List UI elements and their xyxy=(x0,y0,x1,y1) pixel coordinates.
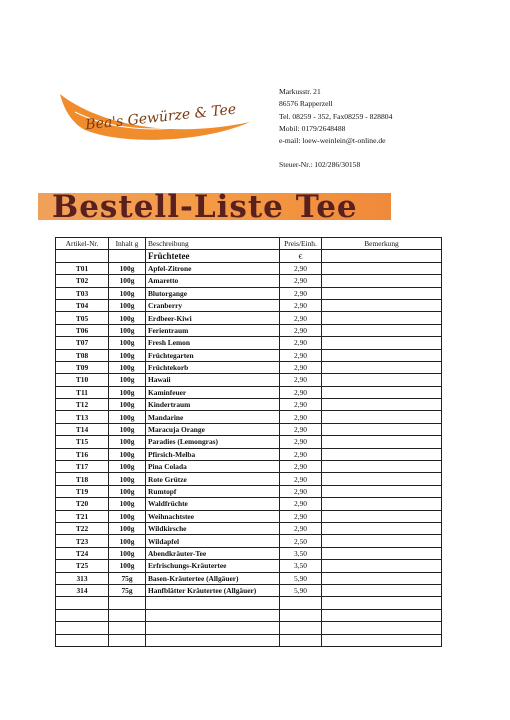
cell-artikel-nr: T25 xyxy=(56,560,109,572)
table-row xyxy=(56,337,442,349)
cell-inhalt: 100g xyxy=(109,473,146,485)
cell-beschreibung: Kaminfeuer xyxy=(146,386,280,398)
category-row xyxy=(56,250,442,262)
cell-preis: 2,90 xyxy=(280,361,322,373)
cell-artikel-nr: T23 xyxy=(56,535,109,547)
cell-preis: 2,90 xyxy=(280,275,322,287)
cell-beschreibung: Paradies (Lemongras) xyxy=(146,436,280,448)
header-beschreibung: Beschreibung xyxy=(146,238,280,250)
cell-preis: 3,50 xyxy=(280,547,322,559)
cell-bemerkung xyxy=(322,361,442,373)
address-block xyxy=(279,86,392,172)
cell-bemerkung xyxy=(322,448,442,460)
cell-artikel-nr: T24 xyxy=(56,547,109,559)
cell-bemerkung xyxy=(322,299,442,311)
cell-preis: 3,50 xyxy=(280,560,322,572)
cell-beschreibung: Erdbeer-Kiwi xyxy=(146,312,280,324)
table-row xyxy=(56,510,442,522)
cell-inhalt: 100g xyxy=(109,510,146,522)
empty-cell xyxy=(146,622,280,634)
empty-cell xyxy=(56,597,109,609)
cell-bemerkung xyxy=(322,312,442,324)
category-label: Früchtetee xyxy=(146,250,280,262)
cell-bemerkung xyxy=(322,535,442,547)
cell-inhalt: 100g xyxy=(109,547,146,559)
logo-text: Bea's Gewürze & Tee xyxy=(84,101,237,134)
address-tax: Steuer-Nr.: 102/286/30158 xyxy=(279,160,361,170)
table-row xyxy=(56,287,442,299)
cell-inhalt: 100g xyxy=(109,275,146,287)
cell-inhalt: 100g xyxy=(109,498,146,510)
cell-inhalt: 100g xyxy=(109,485,146,497)
cell-bemerkung xyxy=(322,386,442,398)
cell-artikel-nr: T16 xyxy=(56,448,109,460)
table-row xyxy=(56,473,442,485)
cell-beschreibung: Amaretto xyxy=(146,275,280,287)
cell-beschreibung: Blutorgange xyxy=(146,287,280,299)
cell-beschreibung: Kindertraum xyxy=(146,399,280,411)
cell-inhalt: 100g xyxy=(109,522,146,534)
header-preis: Preis/Einh. xyxy=(280,238,322,250)
table-row xyxy=(56,461,442,473)
cell-artikel-nr: T12 xyxy=(56,399,109,411)
cell-preis: 2,90 xyxy=(280,411,322,423)
cell-artikel-nr: T17 xyxy=(56,461,109,473)
table-header-row xyxy=(56,238,442,250)
empty-cell xyxy=(280,622,322,634)
cell-artikel-nr: T01 xyxy=(56,262,109,274)
cell-beschreibung: Wildapfel xyxy=(146,535,280,547)
cell-bemerkung xyxy=(322,423,442,435)
table-row xyxy=(56,547,442,559)
cell-beschreibung: Fresh Lemon xyxy=(146,337,280,349)
table-row xyxy=(56,535,442,547)
cell-bemerkung xyxy=(322,510,442,522)
empty-cell xyxy=(146,609,280,621)
cell-bemerkung xyxy=(322,461,442,473)
cell-artikel-nr: T21 xyxy=(56,510,109,522)
empty-cell xyxy=(322,597,442,609)
cell-inhalt: 100g xyxy=(109,386,146,398)
cell-beschreibung: Erfrischungs-Kräutertee xyxy=(146,560,280,572)
cell-inhalt: 75g xyxy=(109,572,146,584)
cell-beschreibung: Rote Grütze xyxy=(146,473,280,485)
cell-artikel-nr: T20 xyxy=(56,498,109,510)
table-row xyxy=(56,299,442,311)
currency-label: € xyxy=(280,250,322,262)
table-row xyxy=(56,522,442,534)
cell-inhalt: 100g xyxy=(109,399,146,411)
cell-inhalt: 100g xyxy=(109,535,146,547)
empty-cell xyxy=(280,634,322,646)
cell-beschreibung: Maracuja Orange xyxy=(146,423,280,435)
cell-beschreibung: Ferientraum xyxy=(146,324,280,336)
cell-bemerkung xyxy=(322,547,442,559)
table-row xyxy=(56,423,442,435)
cell-preis: 2,90 xyxy=(280,262,322,274)
cell-bemerkung xyxy=(322,498,442,510)
cell-preis: 2,90 xyxy=(280,324,322,336)
cell-beschreibung: Rumtopf xyxy=(146,485,280,497)
table-row xyxy=(56,498,442,510)
empty-cell xyxy=(322,622,442,634)
table-row xyxy=(56,560,442,572)
cell-beschreibung: Abendkräuter-Tee xyxy=(146,547,280,559)
cell-artikel-nr: T06 xyxy=(56,324,109,336)
cell-preis: 2,90 xyxy=(280,448,322,460)
empty-cell xyxy=(280,597,322,609)
cell-beschreibung: Weihnachtstee xyxy=(146,510,280,522)
table-row xyxy=(56,399,442,411)
cell-beschreibung: Pfirsich-Melba xyxy=(146,448,280,460)
cell-preis: 2,90 xyxy=(280,436,322,448)
cell-bemerkung xyxy=(322,349,442,361)
cell-preis: 2,90 xyxy=(280,473,322,485)
cell-inhalt: 100g xyxy=(109,436,146,448)
cell-bemerkung xyxy=(322,337,442,349)
cell-artikel-nr: T18 xyxy=(56,473,109,485)
cell-artikel-nr: T04 xyxy=(56,299,109,311)
cell-preis: 5,90 xyxy=(280,584,322,596)
cell-preis: 2,90 xyxy=(280,485,322,497)
empty-cell xyxy=(109,622,146,634)
table-row xyxy=(56,584,442,596)
empty-cell xyxy=(322,609,442,621)
cell-bemerkung xyxy=(322,275,442,287)
cell-beschreibung: Apfel-Zitrone xyxy=(146,262,280,274)
cell-artikel-nr: T13 xyxy=(56,411,109,423)
empty-cell xyxy=(109,634,146,646)
address-email: e-mail: loew-weinlein@t-online.de xyxy=(279,136,386,146)
header-inhalt: Inhalt g xyxy=(109,238,146,250)
cell-inhalt: 100g xyxy=(109,411,146,423)
table-row xyxy=(56,361,442,373)
cell-preis: 2,90 xyxy=(280,374,322,386)
cell-bemerkung xyxy=(322,262,442,274)
cell-bemerkung xyxy=(322,411,442,423)
cell-artikel-nr: 313 xyxy=(56,572,109,584)
cell-beschreibung: Früchtekorb xyxy=(146,361,280,373)
cell-inhalt: 100g xyxy=(109,423,146,435)
cell-bemerkung xyxy=(322,584,442,596)
address-mobil: Mobil: 0179/2648488 xyxy=(279,123,346,133)
cell-beschreibung: Waldfrüchte xyxy=(146,498,280,510)
empty-row xyxy=(56,609,442,621)
cell-inhalt: 100g xyxy=(109,324,146,336)
cell-inhalt: 100g xyxy=(109,349,146,361)
table-row xyxy=(56,349,442,361)
empty-row xyxy=(56,634,442,646)
cell-preis: 2,90 xyxy=(280,510,322,522)
cell-artikel-nr: T19 xyxy=(56,485,109,497)
cell-preis: 2,90 xyxy=(280,386,322,398)
cell-preis: 2,90 xyxy=(280,299,322,311)
address-tel: Tel. 08259 - 352, Fax08259 - 828804 xyxy=(279,111,393,121)
cell-preis: 2,90 xyxy=(280,399,322,411)
cell-artikel-nr: T08 xyxy=(56,349,109,361)
cell-preis: 2,90 xyxy=(280,312,322,324)
cell-beschreibung: Pina Colada xyxy=(146,461,280,473)
cell-inhalt: 100g xyxy=(109,374,146,386)
cell-beschreibung: Cranberry xyxy=(146,299,280,311)
cell-bemerkung xyxy=(322,324,442,336)
company-logo xyxy=(55,82,255,152)
cell-inhalt: 100g xyxy=(109,262,146,274)
cell-bemerkung xyxy=(322,399,442,411)
cell-inhalt: 100g xyxy=(109,287,146,299)
empty-cell xyxy=(146,634,280,646)
cell-preis: 2,90 xyxy=(280,349,322,361)
empty-cell xyxy=(56,609,109,621)
empty-cell xyxy=(109,609,146,621)
cell-artikel-nr: T22 xyxy=(56,522,109,534)
order-table xyxy=(55,237,442,647)
cell-artikel-nr: T14 xyxy=(56,423,109,435)
cell-beschreibung: Früchtegarten xyxy=(146,349,280,361)
table-row xyxy=(56,275,442,287)
cell-inhalt: 75g xyxy=(109,584,146,596)
cell-artikel-nr: T03 xyxy=(56,287,109,299)
cell-preis: 2,50 xyxy=(280,535,322,547)
cell-beschreibung: Basen-Kräutertee (Allgäuer) xyxy=(146,572,280,584)
empty-cell xyxy=(56,622,109,634)
cell-preis: 2,90 xyxy=(280,522,322,534)
cell-bemerkung xyxy=(322,522,442,534)
table-row xyxy=(56,436,442,448)
cell-artikel-nr: T10 xyxy=(56,374,109,386)
cell-artikel-nr: T05 xyxy=(56,312,109,324)
table-row xyxy=(56,312,442,324)
cell-preis: 2,90 xyxy=(280,498,322,510)
cell-preis: 2,90 xyxy=(280,461,322,473)
table-row xyxy=(56,485,442,497)
cell-bemerkung xyxy=(322,374,442,386)
page-title: Bestell-Liste Tee xyxy=(52,189,358,225)
cell-inhalt: 100g xyxy=(109,299,146,311)
cell-preis: 2,90 xyxy=(280,337,322,349)
cell-inhalt: 100g xyxy=(109,461,146,473)
table-row xyxy=(56,386,442,398)
cell-bemerkung xyxy=(322,287,442,299)
table-row xyxy=(56,374,442,386)
cell-bemerkung xyxy=(322,572,442,584)
cell-inhalt: 100g xyxy=(109,560,146,572)
empty-cell xyxy=(109,597,146,609)
cell-bemerkung xyxy=(322,473,442,485)
cell-artikel-nr: T15 xyxy=(56,436,109,448)
empty-cell xyxy=(322,634,442,646)
header-bemerkung: Bemerkung xyxy=(322,238,442,250)
cell-beschreibung: Hawaii xyxy=(146,374,280,386)
cell-artikel-nr: T09 xyxy=(56,361,109,373)
address-city: 86576 Rapperzell xyxy=(279,99,333,109)
cell-preis: 2,90 xyxy=(280,423,322,435)
header-artikel: Artikel-Nr. xyxy=(56,238,109,250)
address-street: Markusstr. 21 xyxy=(279,87,321,96)
cell-preis: 5,90 xyxy=(280,572,322,584)
cell-bemerkung xyxy=(322,560,442,572)
cell-inhalt: 100g xyxy=(109,361,146,373)
empty-cell xyxy=(280,609,322,621)
cell-artikel-nr: T11 xyxy=(56,386,109,398)
cell-bemerkung xyxy=(322,436,442,448)
cell-beschreibung: Mandarine xyxy=(146,411,280,423)
cell-preis: 2,90 xyxy=(280,287,322,299)
table-row xyxy=(56,324,442,336)
table-row xyxy=(56,448,442,460)
cell-artikel-nr: T02 xyxy=(56,275,109,287)
empty-row xyxy=(56,597,442,609)
cell-beschreibung: Wildkirsche xyxy=(146,522,280,534)
empty-row xyxy=(56,622,442,634)
empty-cell xyxy=(56,634,109,646)
cell-bemerkung xyxy=(322,485,442,497)
table-row xyxy=(56,411,442,423)
cell-inhalt: 100g xyxy=(109,337,146,349)
empty-cell xyxy=(146,597,280,609)
cell-inhalt: 100g xyxy=(109,312,146,324)
table-row xyxy=(56,572,442,584)
cell-inhalt: 100g xyxy=(109,448,146,460)
table-row xyxy=(56,262,442,274)
cell-artikel-nr: 314 xyxy=(56,584,109,596)
cell-beschreibung: Hanfblätter Kräutertee (Allgäuer) xyxy=(146,584,280,596)
cell-artikel-nr: T07 xyxy=(56,337,109,349)
